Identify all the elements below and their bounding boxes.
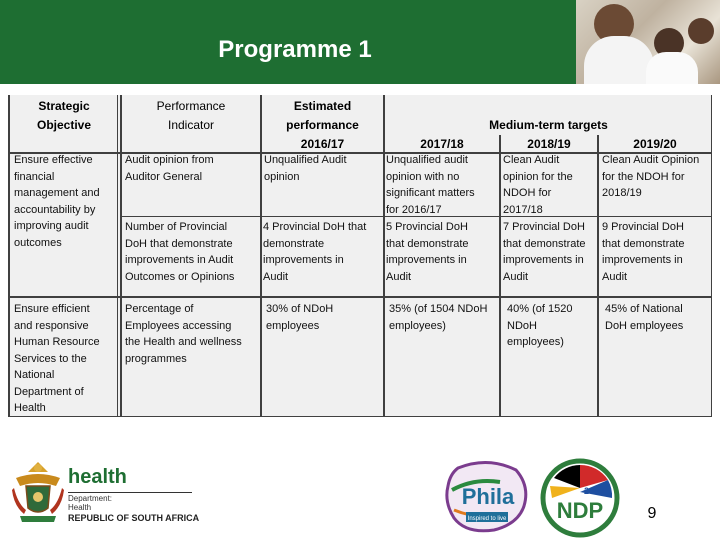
target-2018-19-employee-wellness: 40% (of 1520 NDoH employees) — [507, 303, 573, 348]
header-strategic-objective: Strategic Objective — [36, 99, 92, 132]
objective-human-resource: Ensure efficient and responsive Human Resource Services to the National Department of Health — [14, 303, 100, 414]
indicator-provincial-doh: Number of Provincial DoH that demonstrate improvements in Audit Outcomes or Opinions — [125, 221, 235, 283]
target-2017-18-provincial-doh: 5 Provincial DoH that demonstrate improvements in Audit — [386, 221, 469, 283]
header-year-2019-20: 2019/20 — [633, 137, 677, 151]
programme-table — [8, 95, 712, 417]
header-medium-term-targets: Medium-term targets — [489, 118, 608, 132]
target-2018-19-provincial-doh: 7 Provincial DoH that demonstrate improvements in Audit — [503, 221, 586, 283]
target-2019-20-employee-wellness: 45% of National DoH employees — [605, 303, 684, 332]
indicator-employee-wellness: Percentage of Employees accessing the Health and wellness programmes — [125, 303, 242, 365]
ndp-2030-logo — [540, 458, 620, 538]
indicator-audit-opinion: Audit opinion from Auditor General — [125, 154, 214, 183]
target-2017-18-employee-wellness: 35% (of 1504 NDoH employees) — [389, 303, 488, 332]
logo-divider — [68, 492, 192, 493]
target-2019-20-audit-opinion: Clean Audit Opinion for the NDOH for 2018/19 — [602, 154, 700, 199]
ndp-word: NDP — [556, 498, 604, 523]
header-estimated-performance: Estimated performance 2016/17 — [286, 99, 359, 151]
logo-republic-label: REPUBLIC OF SOUTH AFRICA — [68, 513, 200, 523]
header-year-2018-19: 2018/19 — [527, 137, 571, 151]
phila-tagline: Inspired to live — [467, 516, 507, 522]
logo-department-label: Department: — [68, 494, 113, 503]
header-performance-indicator: Performance Indicator — [156, 99, 226, 132]
target-2018-19-audit-opinion: Clean Audit opinion for the NDOH for 2017/18 — [503, 154, 573, 216]
phila-logo — [444, 460, 532, 536]
estimated-audit-opinion: Unqualified Audit opinion — [264, 154, 347, 183]
estimated-provincial-doh: 4 Provincial DoH that demonstrate improvements in Audit — [263, 221, 367, 283]
page-number: 9 — [647, 505, 657, 522]
target-2019-20-provincial-doh: 9 Provincial DoH that demonstrate improvements in Audit — [602, 221, 685, 283]
header-year-2017-18: 2017/18 — [420, 137, 464, 151]
logo-health-label: Health — [68, 503, 92, 512]
header-photo — [576, 0, 720, 84]
health-logo-text: health — [68, 466, 127, 488]
page-title: Programme 1 — [218, 36, 372, 63]
objective-financial-management: Ensure effective financial management and accountability by improving audit outcomes — [14, 154, 100, 249]
coat-of-arms-icon — [8, 458, 68, 528]
phila-word: Phila — [461, 484, 515, 509]
target-2017-18-audit-opinion: Unqualified audit opinion with no significant matters for 2016/17 — [386, 154, 475, 216]
estimated-employee-wellness: 30% of NDoH employees — [266, 303, 334, 332]
ndp-year: 2030 — [583, 486, 605, 496]
